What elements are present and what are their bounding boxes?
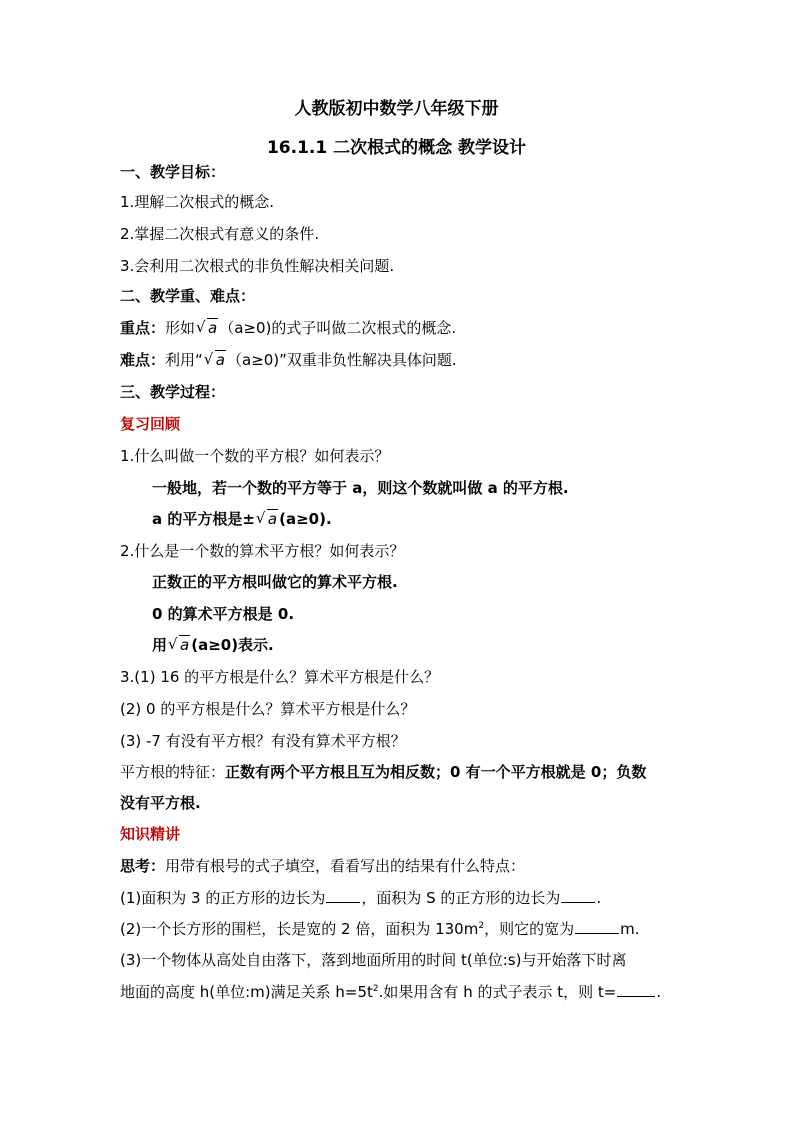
key-point-line	[120, 317, 456, 339]
key-point-pre: 形如	[165, 319, 196, 337]
review-heading: 复习回顾	[120, 415, 181, 433]
question-1: 1.什么叫做一个数的平方根？如何表示？	[120, 447, 390, 465]
think-line	[120, 855, 525, 877]
think-item-1	[120, 886, 601, 909]
think-item-3-a: 地面的高度 h(单位:m)满足关系 h=5t	[120, 983, 373, 1001]
answer-blank[interactable]	[575, 917, 619, 934]
sqrt-a-expression: √ a	[255, 509, 278, 528]
question-3-2: (2) 0 的平方根是什么？算术平方根是什么？	[120, 700, 416, 718]
question-3-3: (3) -7 有没有平方根？有没有算术平方根？	[120, 732, 406, 750]
difficulty-post: （a≥0)”双重非负性解决具体问题.	[227, 351, 457, 369]
answer-2-post: (a≥0)表示.	[191, 636, 274, 654]
question-3-1: 3.(1) 16 的平方根是什么？算术平方根是什么？	[120, 668, 440, 686]
answer-1-pre: a 的平方根是±	[152, 510, 255, 528]
think-item-3-b: .如果用含有 h 的式子表示 t，则 t=	[378, 983, 617, 1001]
think-item-2-a: (2)一个长方形的围栏，长是宽的 2 倍，面积为 130m	[120, 920, 479, 938]
answer-2-line3	[152, 634, 274, 656]
superscript: 2	[372, 984, 379, 994]
feature-text1: 正数有两个平方根且互为相反数；0 有一个平方根就是 0；负数	[225, 763, 647, 781]
difficulty-label: 难点：	[120, 351, 166, 369]
sqrt-radicand: a	[180, 636, 190, 654]
think-item-3-line2	[120, 980, 661, 1003]
answer-2-pre: 用	[152, 636, 168, 654]
feature-label: 平方根的特征：	[120, 763, 226, 781]
think-item-2-b: ，则它的宽为	[484, 920, 575, 938]
answer-1-line2	[152, 508, 332, 530]
knowledge-heading: 知识精讲	[120, 825, 181, 843]
think-item-1-a: (1)面积为 3 的正方形的边长为	[120, 889, 326, 907]
feature-line1	[120, 761, 646, 783]
think-item-2	[120, 917, 639, 940]
think-item-3-line1: (3)一个物体从高处自由落下，落到地面所用的时间 t(单位:s)与开始落下时离	[120, 951, 627, 969]
goal-item-1: 1.理解二次根式的概念.	[120, 193, 275, 211]
answer-blank[interactable]	[617, 980, 655, 997]
sqrt-radicand: a	[267, 510, 278, 528]
answer-2-line2: 0 的算术平方根是 0.	[152, 605, 295, 623]
sqrt-radicand: a	[215, 351, 225, 369]
document-title: 人教版初中数学八年级下册	[294, 99, 499, 119]
sqrt-a-expression: √ a	[196, 318, 218, 337]
think-text: 用带有根号的式子填空，看看写出的结果有什么特点：	[165, 857, 526, 875]
superscript: 2	[478, 921, 485, 931]
section-heading-goals: 一、教学目标：	[120, 163, 226, 181]
think-label: 思考：	[120, 857, 166, 875]
think-item-1-b: ，面积为 S 的正方形的边长为	[361, 889, 561, 907]
section-heading-keypoints: 二、教学重、难点：	[120, 287, 256, 305]
goal-item-3: 3.会利用二次根式的非负性解决相关问题.	[120, 257, 395, 275]
sqrt-a-expression: √ a	[168, 635, 190, 654]
goal-item-2: 2.掌握二次根式有意义的条件.	[120, 225, 320, 243]
key-point-post: （a≥0)的式子叫做二次根式的概念.	[219, 319, 457, 337]
think-item-3-c: .	[656, 983, 662, 1001]
difficulty-line	[120, 349, 457, 371]
answer-blank[interactable]	[326, 886, 360, 903]
answer-1-post: (a≥0).	[279, 510, 332, 528]
difficulty-pre: 利用“	[165, 351, 203, 369]
section-heading-process: 三、教学过程：	[120, 383, 226, 401]
feature-line2: 没有平方根.	[120, 794, 201, 812]
sqrt-a-expression: √ a	[203, 350, 225, 369]
answer-2-line1: 正数正的平方根叫做它的算术平方根.	[152, 573, 398, 591]
answer-1-line1: 一般地，若一个数的平方等于 a，则这个数就叫做 a 的平方根.	[152, 479, 569, 497]
think-item-1-c: .	[596, 889, 602, 907]
lesson-title: 16.1.1 二次根式的概念 教学设计	[266, 138, 527, 158]
key-point-label: 重点：	[120, 319, 166, 337]
sqrt-radicand: a	[208, 319, 218, 337]
think-item-2-c: m.	[620, 920, 640, 938]
answer-blank[interactable]	[561, 886, 595, 903]
question-2: 2.什么是一个数的算术平方根？如何表示？	[120, 542, 405, 560]
